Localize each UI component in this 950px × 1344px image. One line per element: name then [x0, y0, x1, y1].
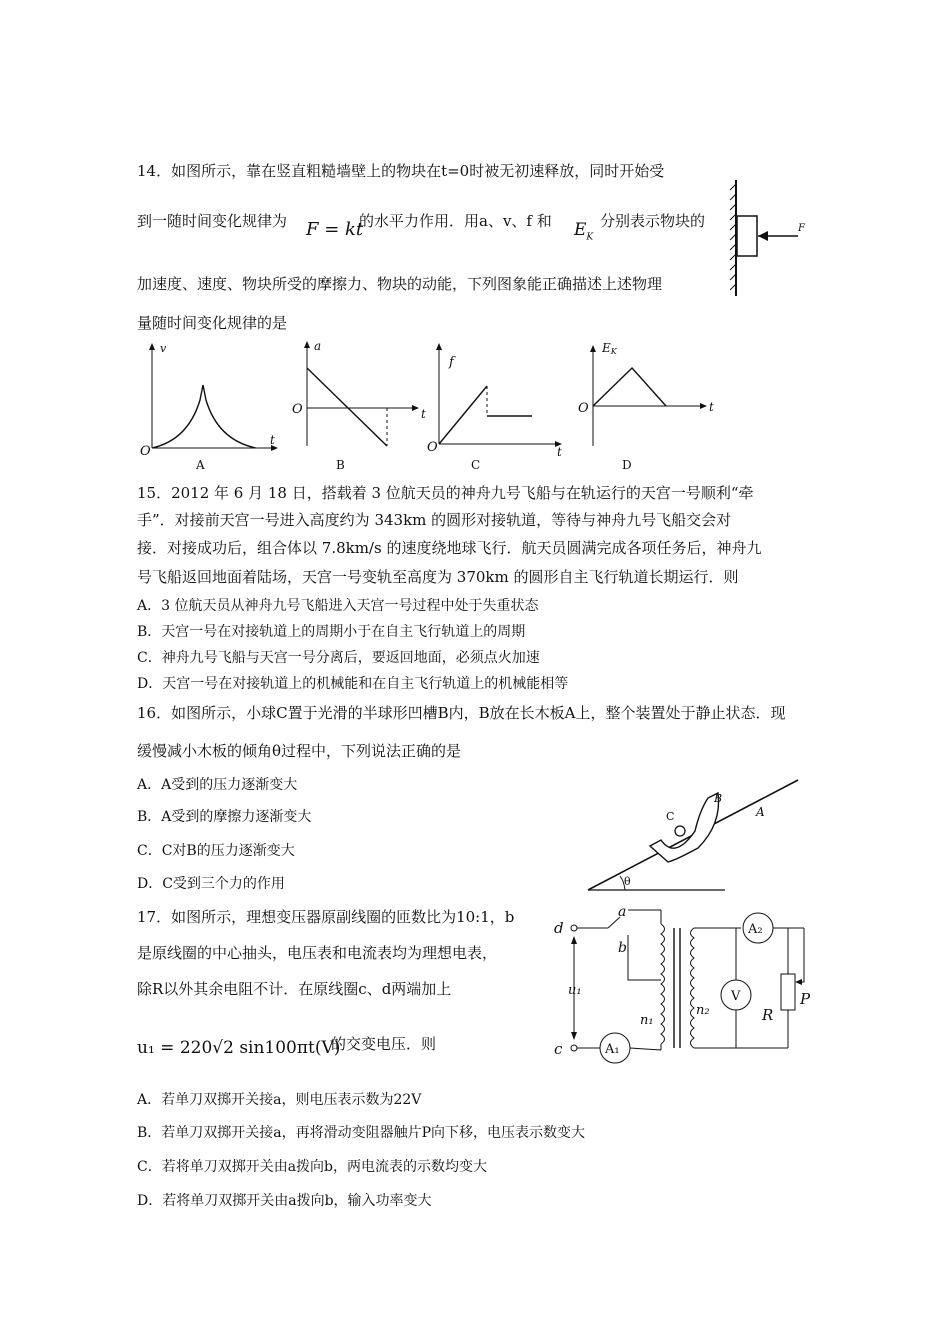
- wall-block-figure: [720, 178, 820, 298]
- graph-D-curve: [593, 368, 666, 406]
- q14-line3: 加速度、速度、物块所受的摩擦力、物块的动能，下列图象能正确描述上述物理: [137, 275, 663, 293]
- label-A: A: [756, 805, 765, 819]
- q14-line2a: 到一随时间变化规律为: [137, 212, 288, 230]
- label-B: B: [714, 792, 723, 805]
- force-label: F: [798, 223, 805, 234]
- graph-A-ylabel: v: [160, 342, 167, 355]
- resistor-R: [781, 974, 795, 1010]
- label-n1: n₁: [640, 1013, 654, 1028]
- label-a: a: [618, 904, 627, 920]
- q16-line2: 缓慢减小木板的倾角θ过程中，下列说法正确的是: [137, 742, 462, 760]
- force-arrowhead: [758, 231, 768, 241]
- block-rect: [737, 216, 757, 256]
- label-A2: A₂: [748, 922, 763, 937]
- q16-option-d: D．C受到三个力的作用: [137, 876, 285, 892]
- label-u1: u₁: [568, 983, 582, 998]
- q15-option-d: D．天宫一号在对接轨道上的机械能和在自主飞行轨道上的机械能相等: [137, 676, 569, 692]
- graph-A-curve: [152, 385, 256, 448]
- label-b: b: [618, 940, 627, 956]
- q14-line4: 量随时间变化规律的是: [137, 314, 288, 332]
- label-V: V: [731, 989, 741, 1004]
- graph-D-ylabel: EK: [602, 341, 617, 356]
- q17-option-c: C．若将单刀双掷开关由a拨向b，两电流表的示数均变大: [137, 1159, 488, 1175]
- q15-line4: 号飞船返回地面着陆场，天宫一号变轨至高度为 370km 的圆形自主飞行轨道长期运行．则: [137, 568, 739, 586]
- graph-B-origin: O: [292, 402, 303, 417]
- label-c: c: [554, 1040, 563, 1058]
- incline-figure: [580, 776, 800, 896]
- graph-C: [425, 340, 575, 475]
- label-A1: A₁: [605, 1042, 620, 1057]
- graph-B: [288, 338, 438, 475]
- label-d: d: [554, 919, 564, 937]
- primary-coil: [661, 924, 665, 1044]
- q17-line4: 的交变电压．则: [331, 1035, 437, 1053]
- q16-option-a: A．A受到的压力逐渐变大: [137, 777, 298, 793]
- transformer-circuit: [548, 902, 838, 1074]
- graph-A: [138, 340, 288, 475]
- label-theta: θ: [624, 875, 631, 888]
- slider-P-arrow: [795, 979, 802, 985]
- label-P: P: [800, 990, 811, 1008]
- graph-D-origin: O: [578, 401, 589, 416]
- q15-option-a: A．3 位航天员从神舟九号飞船进入天宫一号过程中处于失重状态: [137, 598, 539, 614]
- graph-B-xlabel: t: [421, 407, 426, 421]
- graph-B-line: [307, 368, 387, 446]
- q17-line2: 是原线圈的中心抽头，电压表和电流表均为理想电表，: [137, 944, 498, 962]
- terminal-c: [571, 1045, 577, 1051]
- q15-line2: 手”．对接前天宫一号进入高度约为 343km 的圆形对接轨道，等待与神舟九号飞船交会对: [137, 511, 732, 529]
- q17-option-b: B．若单刀双掷开关接a，再将滑动变阻器触片P向下移，电压表示数变大: [137, 1125, 586, 1141]
- graph-C-xlabel: t: [557, 445, 562, 459]
- q14-line2c: 分别表示物块的: [600, 212, 706, 230]
- q17-line1: 17．如图所示，理想变压器原副线圈的匝数比为10:1，b: [137, 908, 515, 926]
- q15-option-b: B．天宫一号在对接轨道上的周期小于在自主飞行轨道上的周期: [137, 624, 526, 640]
- q17-line3: 除R以外其余电阻不计．在原线圈c、d两端加上: [137, 980, 452, 998]
- graph-B-caption: B: [336, 458, 345, 472]
- q15-line1: 15．2012 年 6 月 18 日，搭载着 3 位航天员的神舟九号飞船与在轨运行的天宫一号顺利“牵: [137, 484, 754, 502]
- terminal-d: [571, 925, 577, 931]
- q17-option-d: D．若将单刀双掷开关由a拨向b，输入功率变大: [137, 1193, 432, 1209]
- graph-C-ylabel: f: [449, 355, 454, 370]
- q14-formula: F = kt: [306, 219, 364, 240]
- graph-C-origin: O: [427, 440, 438, 455]
- q17-formula: u₁ = 220√2 sin100πt(V): [137, 1038, 341, 1058]
- graph-A-xlabel: t: [270, 433, 275, 447]
- ball-C: [675, 826, 685, 836]
- q15-option-c: C．神舟九号飞船与天宫一号分离后，要返回地面，必须点火加速: [137, 650, 540, 666]
- graph-D-caption: D: [622, 458, 632, 472]
- q16-option-c: C．C对B的压力逐渐变大: [137, 843, 295, 859]
- graph-D-xlabel: t: [709, 400, 714, 414]
- q14-ek: $E_K$: [574, 220, 594, 243]
- q17-option-a: A．若单刀双掷开关接a，则电压表示数为22V: [137, 1092, 422, 1108]
- q14-line2b: 的水平力作用．用a、v、f 和: [359, 212, 552, 230]
- graph-C-caption: C: [471, 458, 481, 472]
- graph-A-caption: A: [196, 458, 205, 472]
- label-R: R: [762, 1006, 774, 1024]
- secondary-coil: [691, 928, 695, 1048]
- q15-line3: 接．对接成功后，组合体以 7.8km/s 的速度绕地球飞行．航天员圆满完成各项任务后，神舟九: [137, 539, 762, 557]
- q16-line1: 16．如图所示，小球C置于光滑的半球形凹槽B内，B放在长木板A上，整个装置处于静止状态．现: [137, 704, 786, 722]
- graph-B-ylabel: a: [314, 339, 322, 353]
- graph-A-origin: O: [140, 444, 151, 459]
- graph-D: [576, 338, 726, 475]
- q14-line1: 14．如图所示，靠在竖直粗糙墙壁上的物块在t=0时被无初速释放，同时开始受: [137, 162, 665, 180]
- label-n2: n₂: [696, 1003, 710, 1018]
- q16-option-b: B．A受到的摩擦力逐渐变大: [137, 809, 312, 825]
- graph-C-rise: [439, 386, 487, 444]
- label-C: C: [666, 810, 675, 823]
